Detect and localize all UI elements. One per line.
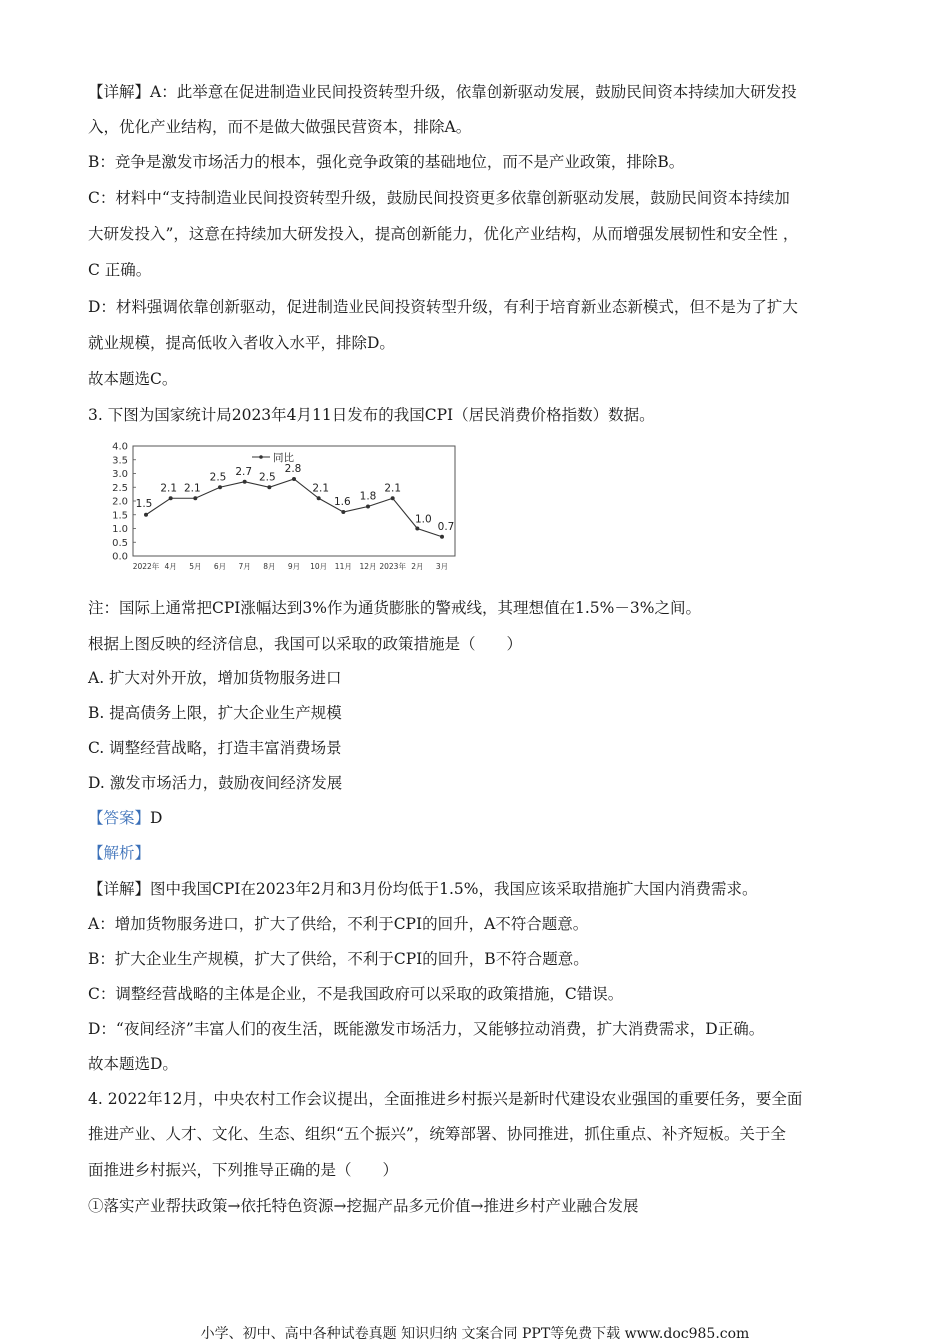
page-footer: 小学、初中、高中各种试卷真题 知识归纳 文案合同 PPT等免费下载 www.doc985.com xyxy=(200,1326,750,1342)
text-line xyxy=(88,808,162,828)
section-tag: 【答案】 xyxy=(88,809,151,827)
x-tick-label: 5月 xyxy=(189,562,202,571)
line-text: A：此举意在促进制造业民间投资转型升级，依靠创新驱动发展，鼓励民间资本持续加大研发投 xyxy=(150,83,797,101)
section-tag: 【详解】 xyxy=(88,880,151,898)
x-tick-label: 4月 xyxy=(164,562,177,571)
data-label: 2.7 xyxy=(235,465,253,478)
data-label: 2.1 xyxy=(312,482,330,495)
cpi-line-chart xyxy=(100,440,462,576)
line-text: 注：国际上通常把CPI涨幅达到3%作为通货膨胀的警戒线，其理想值在1.5%－3%之间。 xyxy=(88,599,701,617)
data-point xyxy=(366,505,370,509)
line-text: A. 扩大对外开放，增加货物服务进口 xyxy=(88,669,342,687)
line-text: 故本题选C。 xyxy=(88,370,178,388)
x-tick-label: 8月 xyxy=(263,562,276,571)
line-text: C：材料中“支持制造业民间投资转型升级，鼓励民间投资更多依靠创新驱动发展，鼓励民间资本持续加 xyxy=(88,189,790,207)
data-label: 2.5 xyxy=(209,471,227,484)
text-line xyxy=(88,914,588,934)
text-line xyxy=(88,843,150,863)
data-point xyxy=(292,477,296,481)
x-tick-label: 2022年 xyxy=(132,562,160,571)
x-tick-label: 3月 xyxy=(435,562,449,571)
x-tick-label: 2月 xyxy=(411,562,424,571)
line-text: B. 提高债务上限，扩大企业生产规模 xyxy=(88,704,342,722)
y-tick-label: 2.5 xyxy=(112,482,128,494)
line-text: 故本题选D。 xyxy=(88,1055,178,1073)
x-tick-label: 7月 xyxy=(238,562,251,571)
y-tick-label: 1.5 xyxy=(112,510,128,522)
text-line xyxy=(88,188,790,208)
line-text: 图中我国CPI在2023年2月和3月份均低于1.5%，我国应该采取措施扩大国内消费需求。 xyxy=(150,880,758,898)
data-label: 2.8 xyxy=(284,463,302,475)
text-line xyxy=(88,224,798,244)
line-text: 面推进乡村振兴，下列推导正确的是（ ） xyxy=(88,1161,399,1179)
y-tick-label: 0.0 xyxy=(112,551,128,563)
y-tick-label: 1.0 xyxy=(112,524,128,535)
text-line xyxy=(88,333,395,353)
text-line xyxy=(88,634,522,654)
data-label: 1.6 xyxy=(333,496,351,508)
text-line xyxy=(88,949,589,969)
text-line xyxy=(88,738,342,758)
data-point xyxy=(391,496,395,500)
line-text: D：材料强调依靠创新驱动，促进制造业民间投资转型升级，有利于培育新业态新模式，但不是为了扩大 xyxy=(88,298,798,316)
text-line xyxy=(88,703,342,723)
text-line xyxy=(88,1089,802,1109)
data-point xyxy=(193,496,197,500)
data-label: 2.1 xyxy=(160,482,178,495)
data-point xyxy=(317,496,321,500)
data-label: 1.8 xyxy=(359,490,377,503)
line-text: 4. 2022年12月，中央农村工作会议提出，全面推进乡村振兴是新时代建设农业强国的重要任务，要全面 xyxy=(88,1090,803,1108)
text-line xyxy=(88,1054,178,1074)
line-text: 推进产业、人才、文化、生态、组织“五个振兴”，统筹部署、协同推进，抓住重点、补齐短板。关于全 xyxy=(88,1125,786,1143)
text-line xyxy=(88,405,655,425)
line-text: C：调整经营战略的主体是企业，不是我国政府可以采取的政策措施，C错误。 xyxy=(88,985,624,1003)
text-line xyxy=(88,117,471,137)
data-label: 2.5 xyxy=(258,471,276,484)
data-label: 2.1 xyxy=(183,482,201,495)
data-point xyxy=(218,485,222,489)
text-line xyxy=(88,1196,638,1216)
text-line xyxy=(88,1124,786,1144)
y-tick-label: 3.0 xyxy=(112,469,128,480)
data-point xyxy=(144,513,148,517)
line-text: C 正确。 xyxy=(88,261,152,279)
x-tick-label: 2023年 xyxy=(379,562,406,571)
data-point xyxy=(243,480,247,484)
text-line xyxy=(88,668,342,688)
section-tag: 【解析】 xyxy=(88,844,151,862)
line-text: D：“夜间经济”丰富人们的夜生活，既能激发市场活力，又能够拉动消费，扩大消费需求，D正确。 xyxy=(88,1020,765,1038)
data-point xyxy=(415,527,419,531)
line-text: D xyxy=(150,809,163,827)
line-text: ①落实产业帮扶政策→依托特色资源→挖掘产品多元价值→推进乡村产业融合发展 xyxy=(88,1197,639,1215)
text-line xyxy=(88,82,797,102)
y-tick-label: 3.5 xyxy=(112,455,128,467)
line-text: 入，优化产业结构，而不是做大做强民营资本，排除A。 xyxy=(88,118,472,136)
data-label: 1.0 xyxy=(414,513,432,526)
line-text: 根据上图反映的经济信息，我国可以采取的政策措施是（ ） xyxy=(88,635,523,653)
text-line xyxy=(88,297,798,317)
line-text: 3. 下图为国家统计局2023年4月11日发布的我国CPI（居民消费价格指数）数据。 xyxy=(88,406,655,424)
section-tag: 【详解】 xyxy=(88,83,151,101)
data-label: 1.5 xyxy=(135,497,153,510)
text-line xyxy=(88,984,623,1004)
data-point xyxy=(440,535,444,539)
y-tick-label: 4.0 xyxy=(112,441,128,453)
line-text: 大研发投入”，这意在持续加大研发投入，提高创新能力，优化产业结构，从而增强发展韧性和安全性 ， xyxy=(88,225,799,243)
data-label: 0.7 xyxy=(437,520,455,533)
text-line xyxy=(88,1019,764,1039)
line-text: C. 调整经营战略，打造丰富消费场景 xyxy=(88,739,342,757)
x-tick-label: 10月 xyxy=(310,562,328,571)
line-text: D. 激发市场活力，鼓励夜间经济发展 xyxy=(88,774,343,792)
y-tick-label: 0.5 xyxy=(112,537,128,549)
line-text: B：竞争是激发市场活力的根本，强化竞争政策的基础地位，而不是产业政策，排除B。 xyxy=(88,153,685,171)
line-text: B：扩大企业生产规模，扩大了供给，不利于CPI的回升，B不符合题意。 xyxy=(88,950,589,968)
x-tick-label: 12月 xyxy=(359,562,377,571)
x-tick-label: 9月 xyxy=(287,562,301,571)
text-line xyxy=(88,260,151,280)
text-line xyxy=(88,369,177,389)
x-tick-label: 11月 xyxy=(334,562,352,571)
text-line xyxy=(88,598,701,618)
data-label: 2.1 xyxy=(384,482,402,495)
x-tick-label: 6月 xyxy=(213,562,227,571)
y-tick-label: 2.0 xyxy=(112,496,128,508)
data-point xyxy=(341,510,345,514)
text-line xyxy=(88,1160,398,1180)
text-line xyxy=(88,152,684,172)
data-point xyxy=(169,496,173,500)
text-line xyxy=(88,773,342,793)
data-point xyxy=(267,485,271,489)
text-line xyxy=(88,879,757,899)
legend-marker xyxy=(259,455,263,459)
legend-label: 同比 xyxy=(273,452,294,464)
line-text: A：增加货物服务进口，扩大了供给，不利于CPI的回升，A不符合题意。 xyxy=(88,915,589,933)
line-text: 就业规模，提高低收入者收入水平，排除D。 xyxy=(88,334,395,352)
